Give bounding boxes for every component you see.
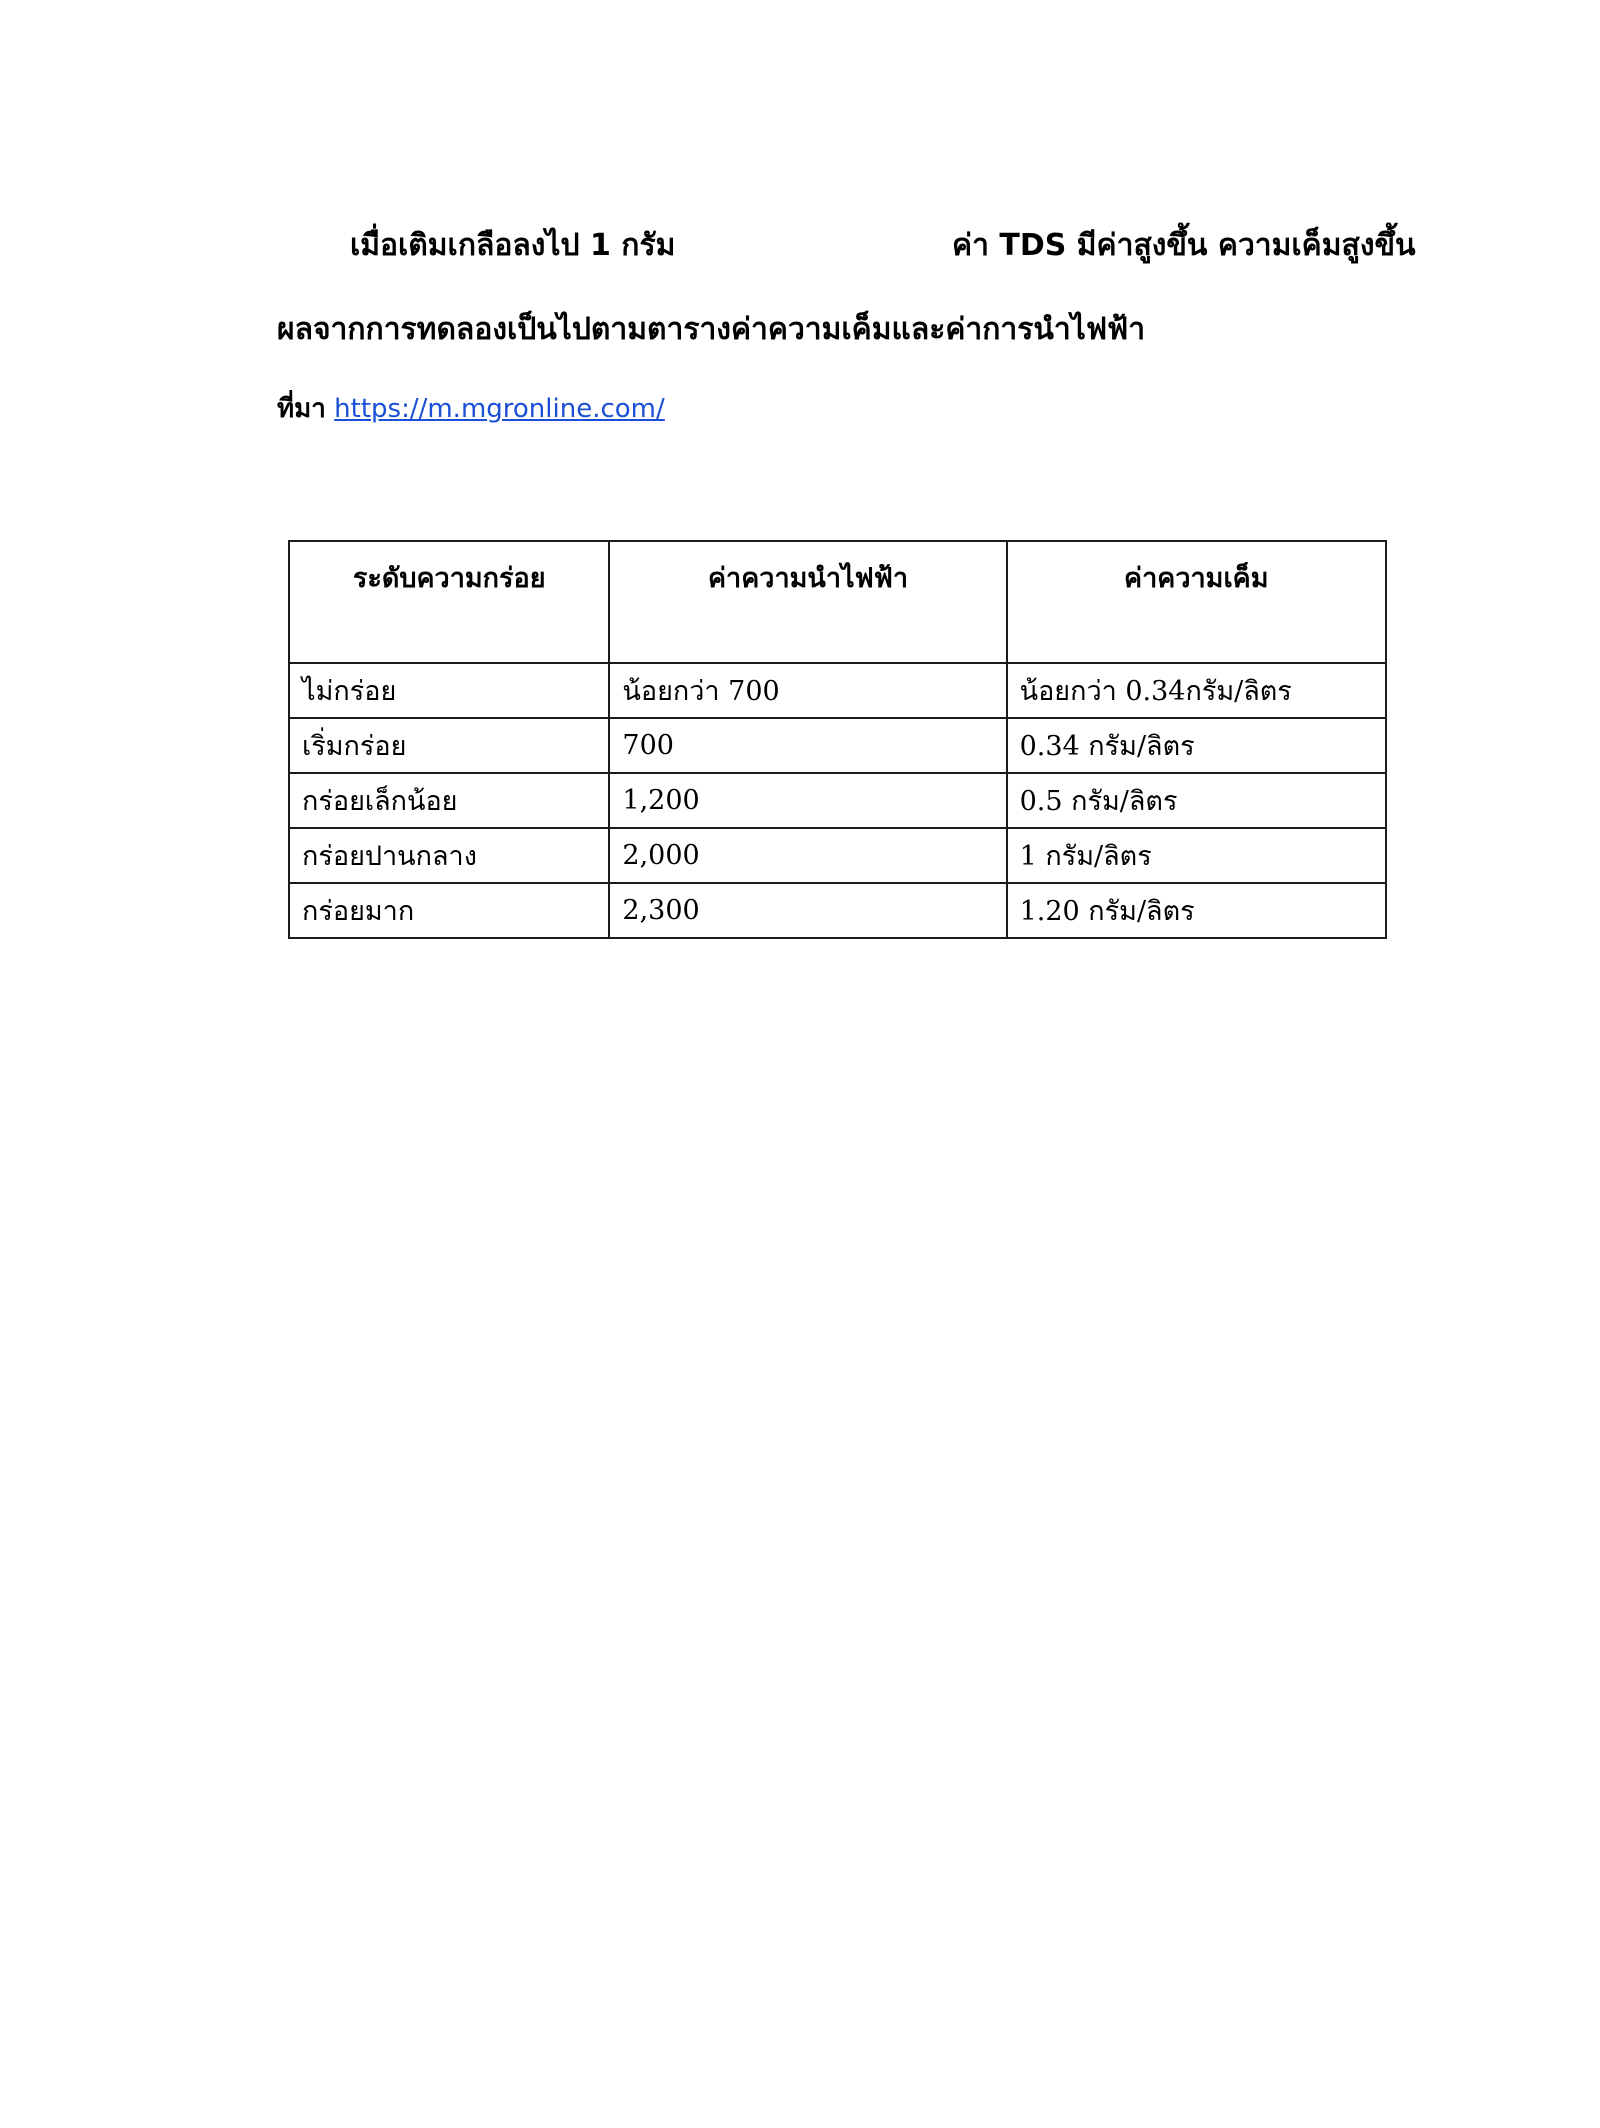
cell-conductivity: น้อยกว่า 700 (609, 663, 1006, 718)
cell-salinity: 1.20 กรัม/ลิตร (1007, 883, 1386, 938)
table-row (289, 773, 1386, 828)
cell-brackish-level: กร่อยเล็กน้อย (289, 773, 609, 828)
cell-conductivity: 2,300 (609, 883, 1006, 938)
table-row (289, 883, 1386, 938)
header-brackish-level: ระดับความกร่อย (289, 541, 609, 663)
cell-salinity: 0.34 กรัม/ลิตร (1007, 718, 1386, 773)
intro-salt-added-text: เมื่อเติมเกลือลงไป 1 กรัม (350, 228, 676, 263)
cell-salinity: น้อยกว่า 0.34กรัม/ลิตร (1007, 663, 1386, 718)
cell-salinity: 0.5 กรัม/ลิตร (1007, 773, 1386, 828)
cell-salinity: 1 กรัม/ลิตร (1007, 828, 1386, 883)
header-salinity: ค่าความเค็ม (1007, 541, 1386, 663)
cell-brackish-level: ไม่กร่อย (289, 663, 609, 718)
cell-conductivity: 1,200 (609, 773, 1006, 828)
intro-tds-result-text: ค่า TDS มีค่าสูงขึ้น ความเค็มสูงขึ้น (952, 228, 1416, 263)
table-row (289, 718, 1386, 773)
source-line (277, 388, 665, 429)
table-header-row (289, 541, 1386, 663)
intro-experiment-result-text: ผลจากการทดลองเป็นไปตามตารางค่าความเค็มและค่าการนำไฟฟ้า (277, 312, 1146, 347)
cell-brackish-level: เริ่มกร่อย (289, 718, 609, 773)
cell-conductivity: 2,000 (609, 828, 1006, 883)
table-row (289, 663, 1386, 718)
header-conductivity: ค่าความนำไฟฟ้า (609, 541, 1006, 663)
source-label: ที่มา (277, 394, 326, 424)
source-link[interactable]: https://m.mgronline.com/ (334, 394, 665, 424)
cell-brackish-level: กร่อยปานกลาง (289, 828, 609, 883)
cell-conductivity: 700 (609, 718, 1006, 773)
cell-brackish-level: กร่อยมาก (289, 883, 609, 938)
salinity-table (288, 540, 1387, 939)
table-row (289, 828, 1386, 883)
